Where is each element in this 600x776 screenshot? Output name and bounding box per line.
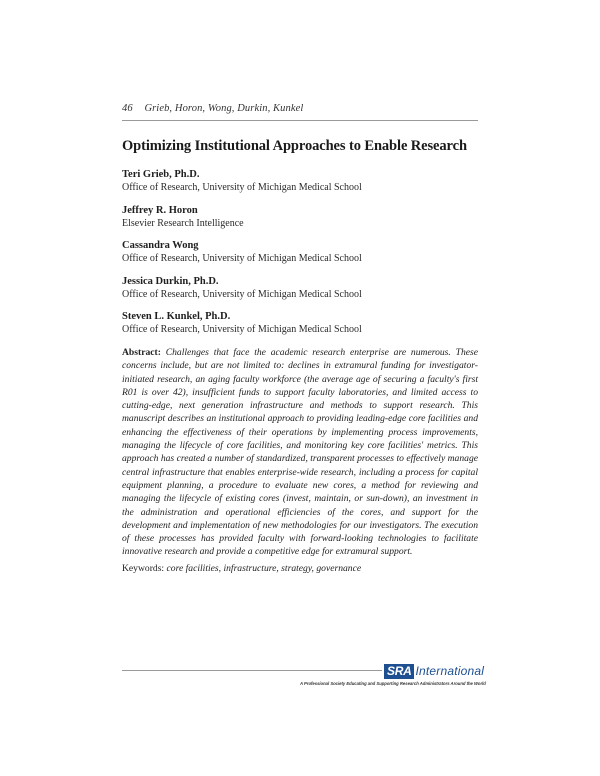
author-name: Steven L. Kunkel, Ph.D.: [122, 311, 231, 322]
logo-mark: SRA: [384, 664, 414, 679]
author-affiliation: Office of Research, University of Michigan Medical School: [122, 182, 362, 193]
author-name: Cassandra Wong: [122, 240, 199, 251]
author-affiliation: Office of Research, University of Michigan Medical School: [122, 324, 362, 335]
author-entry: [122, 310, 482, 346]
running-head-authors: Grieb, Horon, Wong, Durkin, Kunkel: [144, 103, 304, 114]
footer-tagline: A Professional Society Educating and Supporting Research Administrators Around the World: [300, 681, 486, 686]
keywords: [122, 562, 478, 575]
author-affiliation: Office of Research, University of Michigan Medical School: [122, 253, 362, 264]
running-head: [122, 103, 303, 114]
author-entry: [122, 239, 482, 275]
header-divider: [122, 120, 478, 121]
author-affiliation: Office of Research, University of Michigan Medical School: [122, 288, 362, 300]
abstract-text: Challenges that face the academic research enterprise are numerous. These concerns include, but are not limited to: declines in extramural funding for investigator-initiated research, an aging faculty workforce (the average age of securing a faculty's first R01 is over 42), insufficient funds to support faculty laboratories, and limited access to cutting-edge, next generation infrastructure and methods to support research. This manuscript describes an institutional approach to providing leading-edge core facilities and enhancing the effectiveness of their operations by implementing process improvements, managing the lifecycle of core facilities, and monitoring key core facilities' metrics. This approach has created a number of standardized, transparent processes to effectively manage central infrastructure that enables enterprise-wide research, including a process for capital equipment planning, a procedure to evaluate new cores, a method for reviewing and managing the lifecycle of existing cores (invest, maintain, or sun-down), an investment in the administration and operational efficiencies of the cores, and support for the development and implementation of new methodologies for our investigators. The execution of these processes has provided faculty with forward-looking technologies to facilitate innovative research and provide a competitive edge for extramural support.: [122, 347, 478, 558]
abstract: [122, 346, 478, 559]
keywords-terms: core facilities, infrastructure, strategy, governance: [166, 563, 362, 574]
author-entry: [122, 275, 482, 311]
author-entry: [122, 204, 482, 240]
author-list: [122, 168, 482, 346]
footer-divider: [122, 670, 382, 671]
author-affiliation: Elsevier Research Intelligence: [122, 217, 244, 229]
sra-international-logo: [384, 663, 484, 679]
article-title: Optimizing Institutional Approaches to Enable Research: [122, 138, 467, 154]
author-name: Jeffrey R. Horon: [122, 204, 198, 216]
author-name: Jessica Durkin, Ph.D.: [122, 275, 219, 287]
logo-wordmark: International: [415, 664, 485, 678]
page-number: 46: [122, 103, 133, 114]
author-entry: [122, 168, 482, 204]
author-name: Teri Grieb, Ph.D.: [122, 169, 200, 180]
keywords-label: Keywords:: [122, 563, 165, 574]
abstract-label: Abstract:: [122, 347, 161, 358]
